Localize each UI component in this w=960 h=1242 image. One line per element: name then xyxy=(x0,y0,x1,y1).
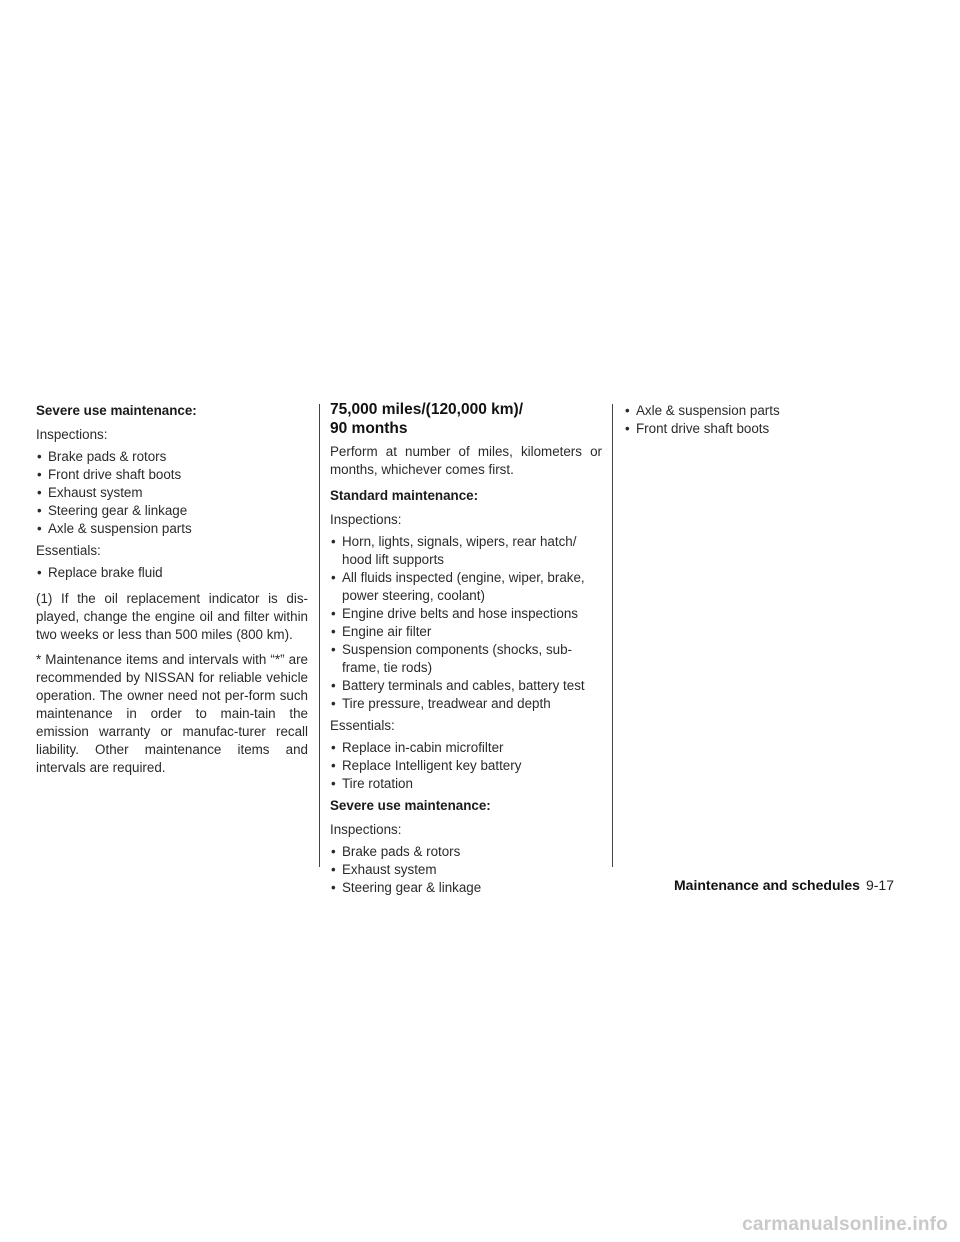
list-item: • Battery terminals and cables, battery test xyxy=(330,677,602,695)
list-item: • Steering gear & linkage xyxy=(330,879,602,897)
essentials-label: Essentials: xyxy=(330,718,395,733)
list-item: • Front drive shaft boots xyxy=(624,420,904,438)
severe-inspection-list-continued xyxy=(624,402,904,438)
column-2 xyxy=(330,400,602,901)
list-item: • Horn, lights, signals, wipers, rear hatch/ hood lift supports xyxy=(330,533,602,569)
interval-title-line2: 90 months xyxy=(330,420,408,437)
list-item: • Axle & suspension parts xyxy=(36,520,308,538)
interval-title xyxy=(330,400,602,438)
inspections-label: Inspections: xyxy=(330,512,402,527)
column-1 xyxy=(36,400,308,784)
list-item: • Exhaust system xyxy=(330,861,602,879)
essentials-label: Essentials: xyxy=(36,543,101,558)
interval-title-line1: 75,000 miles/(120,000 km)/ xyxy=(330,401,524,418)
inspections-label: Inspections: xyxy=(330,822,402,837)
list-item: • Brake pads & rotors xyxy=(330,843,602,861)
severe-use-heading: Severe use maintenance: xyxy=(36,403,197,418)
inspections-label: Inspections: xyxy=(36,427,108,442)
list-item: • Front drive shaft boots xyxy=(36,466,308,484)
list-item: • Engine air filter xyxy=(330,623,602,641)
section-name: Maintenance and schedules xyxy=(674,877,860,893)
list-item: • Exhaust system xyxy=(36,484,308,502)
list-item: • Brake pads & rotors xyxy=(36,448,308,466)
standard-maintenance-heading: Standard maintenance: xyxy=(330,488,479,503)
list-item: • Replace in-cabin microfilter xyxy=(330,739,602,757)
watermark: carmanualsonline.info xyxy=(742,1214,948,1235)
interval-intro: Perform at number of miles, kilometers or months, whichever comes first. xyxy=(330,444,602,477)
list-item: • Suspension components (shocks, sub-frame, tie rods) xyxy=(330,641,602,677)
list-item: • Replace brake fluid xyxy=(36,564,308,582)
severe-inspection-list xyxy=(330,843,602,897)
asterisk-note: * Maintenance items and intervals with “*” are recommended by NISSAN for reliable vehicle operation. The owner need not per-form such maintenance in order to main-tain the emission warranty or manufac-turer recall liability. Other maintenance items and intervals are required. xyxy=(36,652,308,775)
column-divider-left xyxy=(319,404,320,867)
list-item: • Replace Intelligent key battery xyxy=(330,757,602,775)
page-number: 9-17 xyxy=(865,877,894,893)
list-item: • All fluids inspected (engine, wiper, brake, power steering, coolant) xyxy=(330,569,602,605)
list-item: • Engine drive belts and hose inspections xyxy=(330,605,602,623)
inspection-list xyxy=(36,448,308,538)
page-footer xyxy=(674,877,894,893)
list-item: • Tire rotation xyxy=(330,775,602,793)
column-3 xyxy=(624,402,904,442)
column-divider-right xyxy=(612,404,613,867)
list-item: • Steering gear & linkage xyxy=(36,502,308,520)
oil-indicator-note: (1) If the oil replacement indicator is dis-played, change the engine oil and filter within two weeks or less than 500 miles (800 km). xyxy=(36,591,308,642)
standard-essentials-list xyxy=(330,739,602,793)
list-item: • Tire pressure, treadwear and depth xyxy=(330,695,602,713)
list-item: • Axle & suspension parts xyxy=(624,402,904,420)
severe-use-heading: Severe use maintenance: xyxy=(330,798,491,813)
standard-inspection-list xyxy=(330,533,602,713)
essentials-list xyxy=(36,564,308,582)
